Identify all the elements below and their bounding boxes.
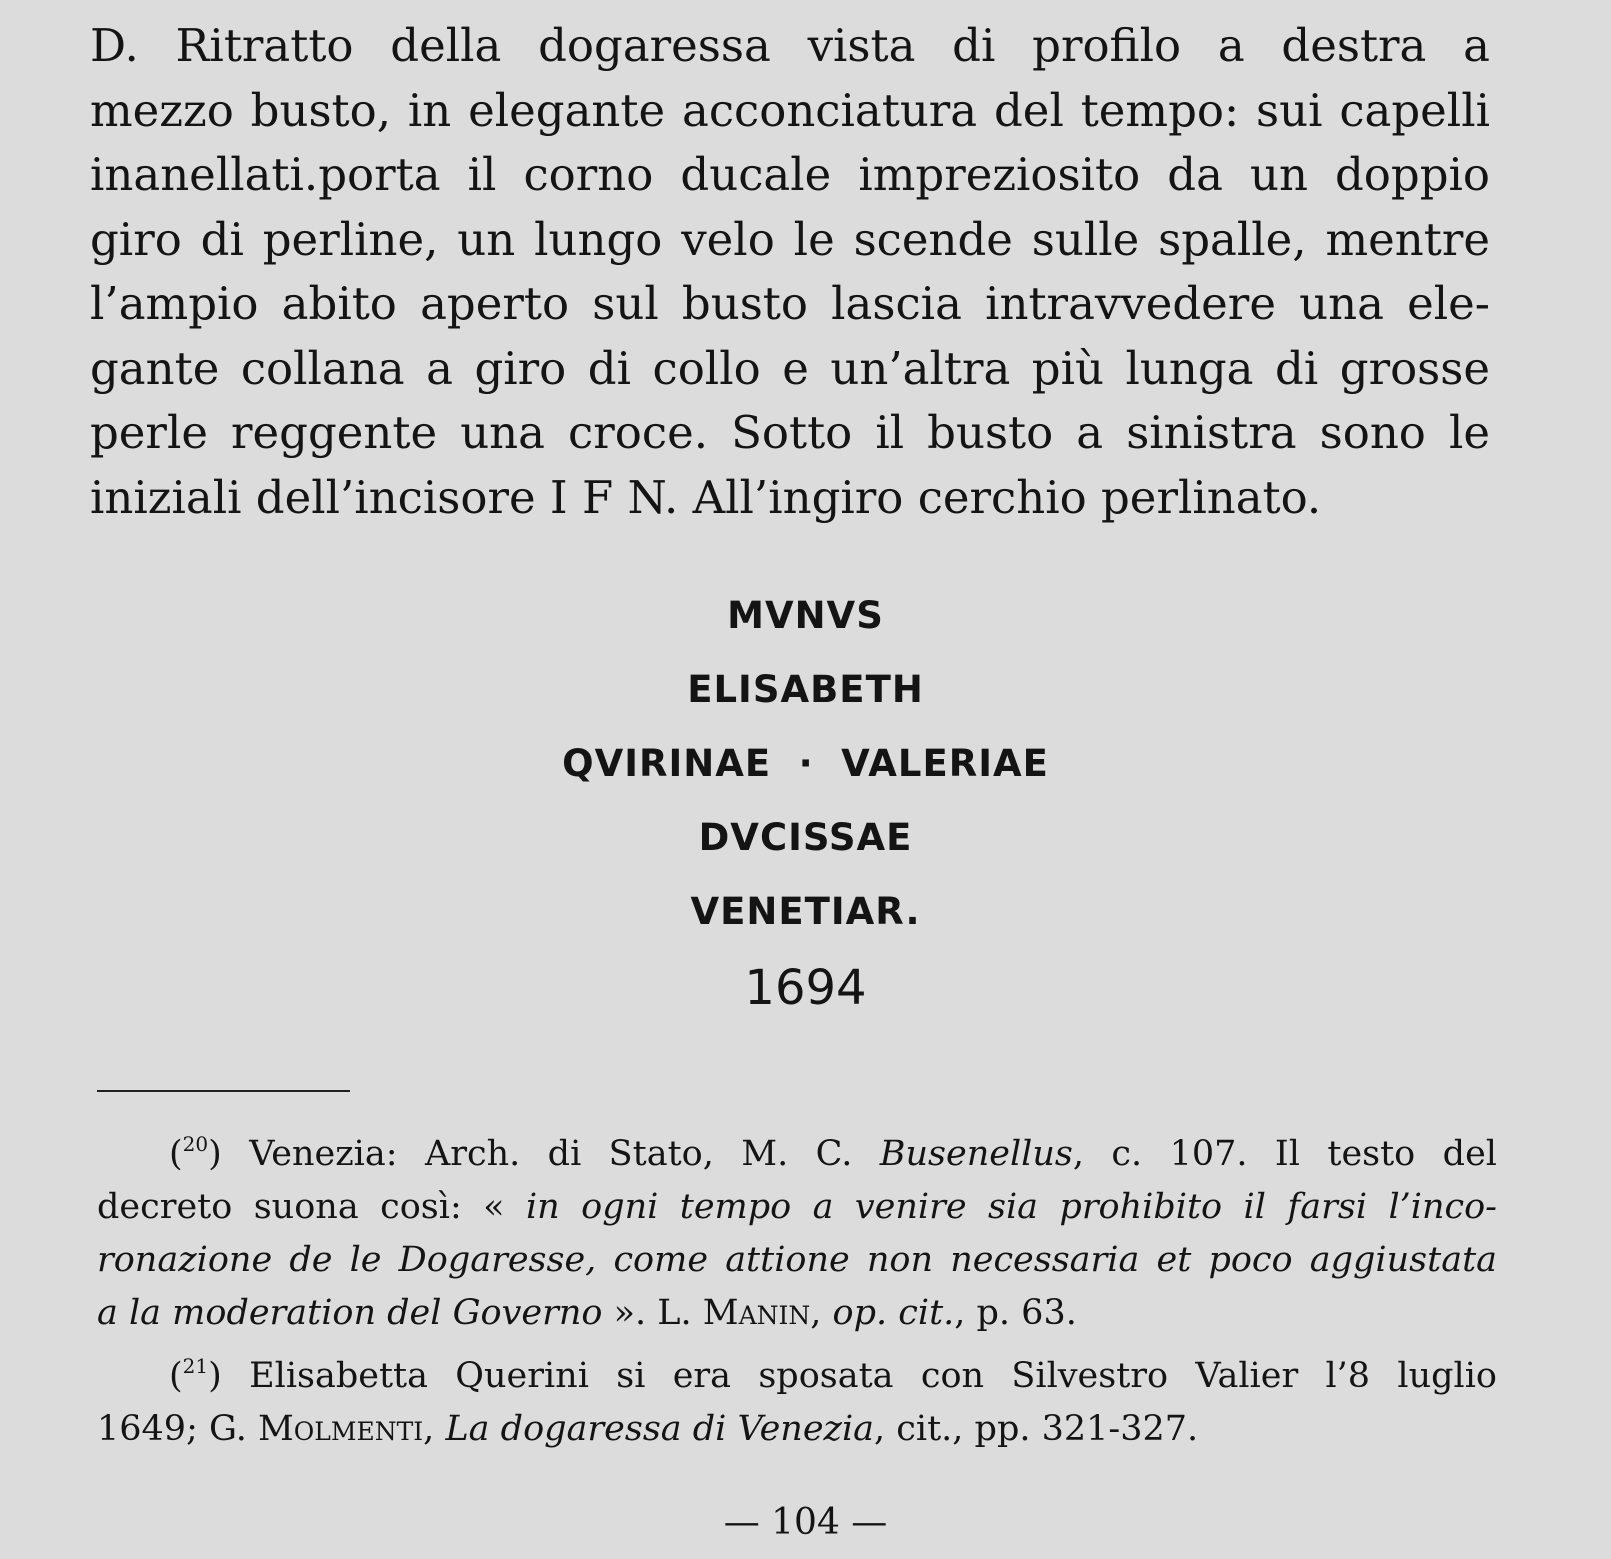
inscription-line: DVCISSAE <box>698 816 913 859</box>
footnote-italic: a la moderation del Governo <box>97 1293 603 1333</box>
footnote-text: ». L. <box>602 1293 703 1333</box>
footnote-text: , <box>423 1409 446 1449</box>
footnote-text: , p. 63. <box>954 1293 1077 1333</box>
footnote-21-line <box>97 1403 1497 1456</box>
footnote-20-line: ($^{20}$) Venezia: Arch. di Stato, M. C. Busenellus, c. 107. Il testo del <box>169 1132 1497 1174</box>
inscription-word: QVIRINAE <box>562 742 772 785</box>
inscription-line <box>0 736 1611 810</box>
footnote-text: decreto suona così: « <box>97 1187 526 1227</box>
paragraph-line: D. Ritratto della dogaressa vista di profilo a destra a <box>90 19 1490 72</box>
inscription-word: VALERIAE <box>841 742 1049 785</box>
paragraph-line: mezzo busto, in elegante acconciatura del tempo: sui capelli <box>90 83 1490 137</box>
page-number: — 104 — <box>723 1502 888 1543</box>
footnote-italic: op. cit. <box>832 1293 955 1333</box>
footnote-text: 1649; G. <box>97 1409 258 1449</box>
paragraph-line: l’ampio abito aperto sul busto lascia intravvedere una ele- <box>90 277 1490 330</box>
inscription-separator: · <box>798 742 814 785</box>
footnote-number: 20 <box>182 1132 209 1156</box>
medal-inscription <box>0 588 1611 1018</box>
footnote-20-line <box>97 1287 1497 1340</box>
footnote-21-line: ($^{21}$) Elisabetta Querini si era sposata con Silvestro Valier l’8 luglio <box>169 1354 1498 1396</box>
paragraph-line: inanellati.porta il corno ducale impreziosito da un doppio <box>90 148 1490 201</box>
inscription-year: 1694 <box>744 960 867 1016</box>
footnote-italic: ronazione de le Dogaresse, come attione non necessaria et poco aggiustata <box>97 1240 1497 1280</box>
footnote-divider <box>97 1090 350 1092</box>
footnote-italic: in ogni tempo a venire sia prohibito il farsi l’inco- <box>525 1187 1497 1227</box>
inscription-line: ELISABETH <box>687 668 924 711</box>
paragraph-line: gante collana a giro di collo e un’altra più lunga di grosse <box>90 341 1490 395</box>
footnote-text: , c. 107. Il testo del <box>1072 1134 1497 1174</box>
footnote-text: , <box>810 1293 833 1333</box>
footnote-italic: Busenellus <box>879 1134 1073 1174</box>
inscription-line: MVNVS <box>727 594 884 637</box>
footnote-text: Venezia: Arch. di Stato, M. C. <box>249 1134 880 1174</box>
footnote-italic: La dogaressa di Venezia <box>445 1409 875 1449</box>
paragraph-line: giro di perline, un lungo velo le scende sulle spalle, mentre <box>90 212 1490 266</box>
footnote-number: 21 <box>182 1354 209 1378</box>
author-name: Manin <box>702 1293 811 1333</box>
inscription-line: VENETIAR. <box>690 890 921 933</box>
footnote-20-line <box>97 1181 1497 1234</box>
footnotes <box>97 1118 1497 1456</box>
author-name: Molmenti <box>257 1409 424 1449</box>
footnote-text: Elisabetta Querini si era sposata con Silvestro Valier l’8 luglio <box>249 1356 1498 1396</box>
footnote-20-line <box>97 1234 1497 1287</box>
paragraph-line: perle reggente una croce. Sotto il busto a sinistra sono le <box>90 406 1490 459</box>
footnote-text: , cit., pp. 321-327. <box>874 1409 1199 1449</box>
paragraph-line: iniziali dell’incisore I F N. All’ingiro cerchio perlinato. <box>90 470 1322 524</box>
description-paragraph <box>90 14 1490 530</box>
